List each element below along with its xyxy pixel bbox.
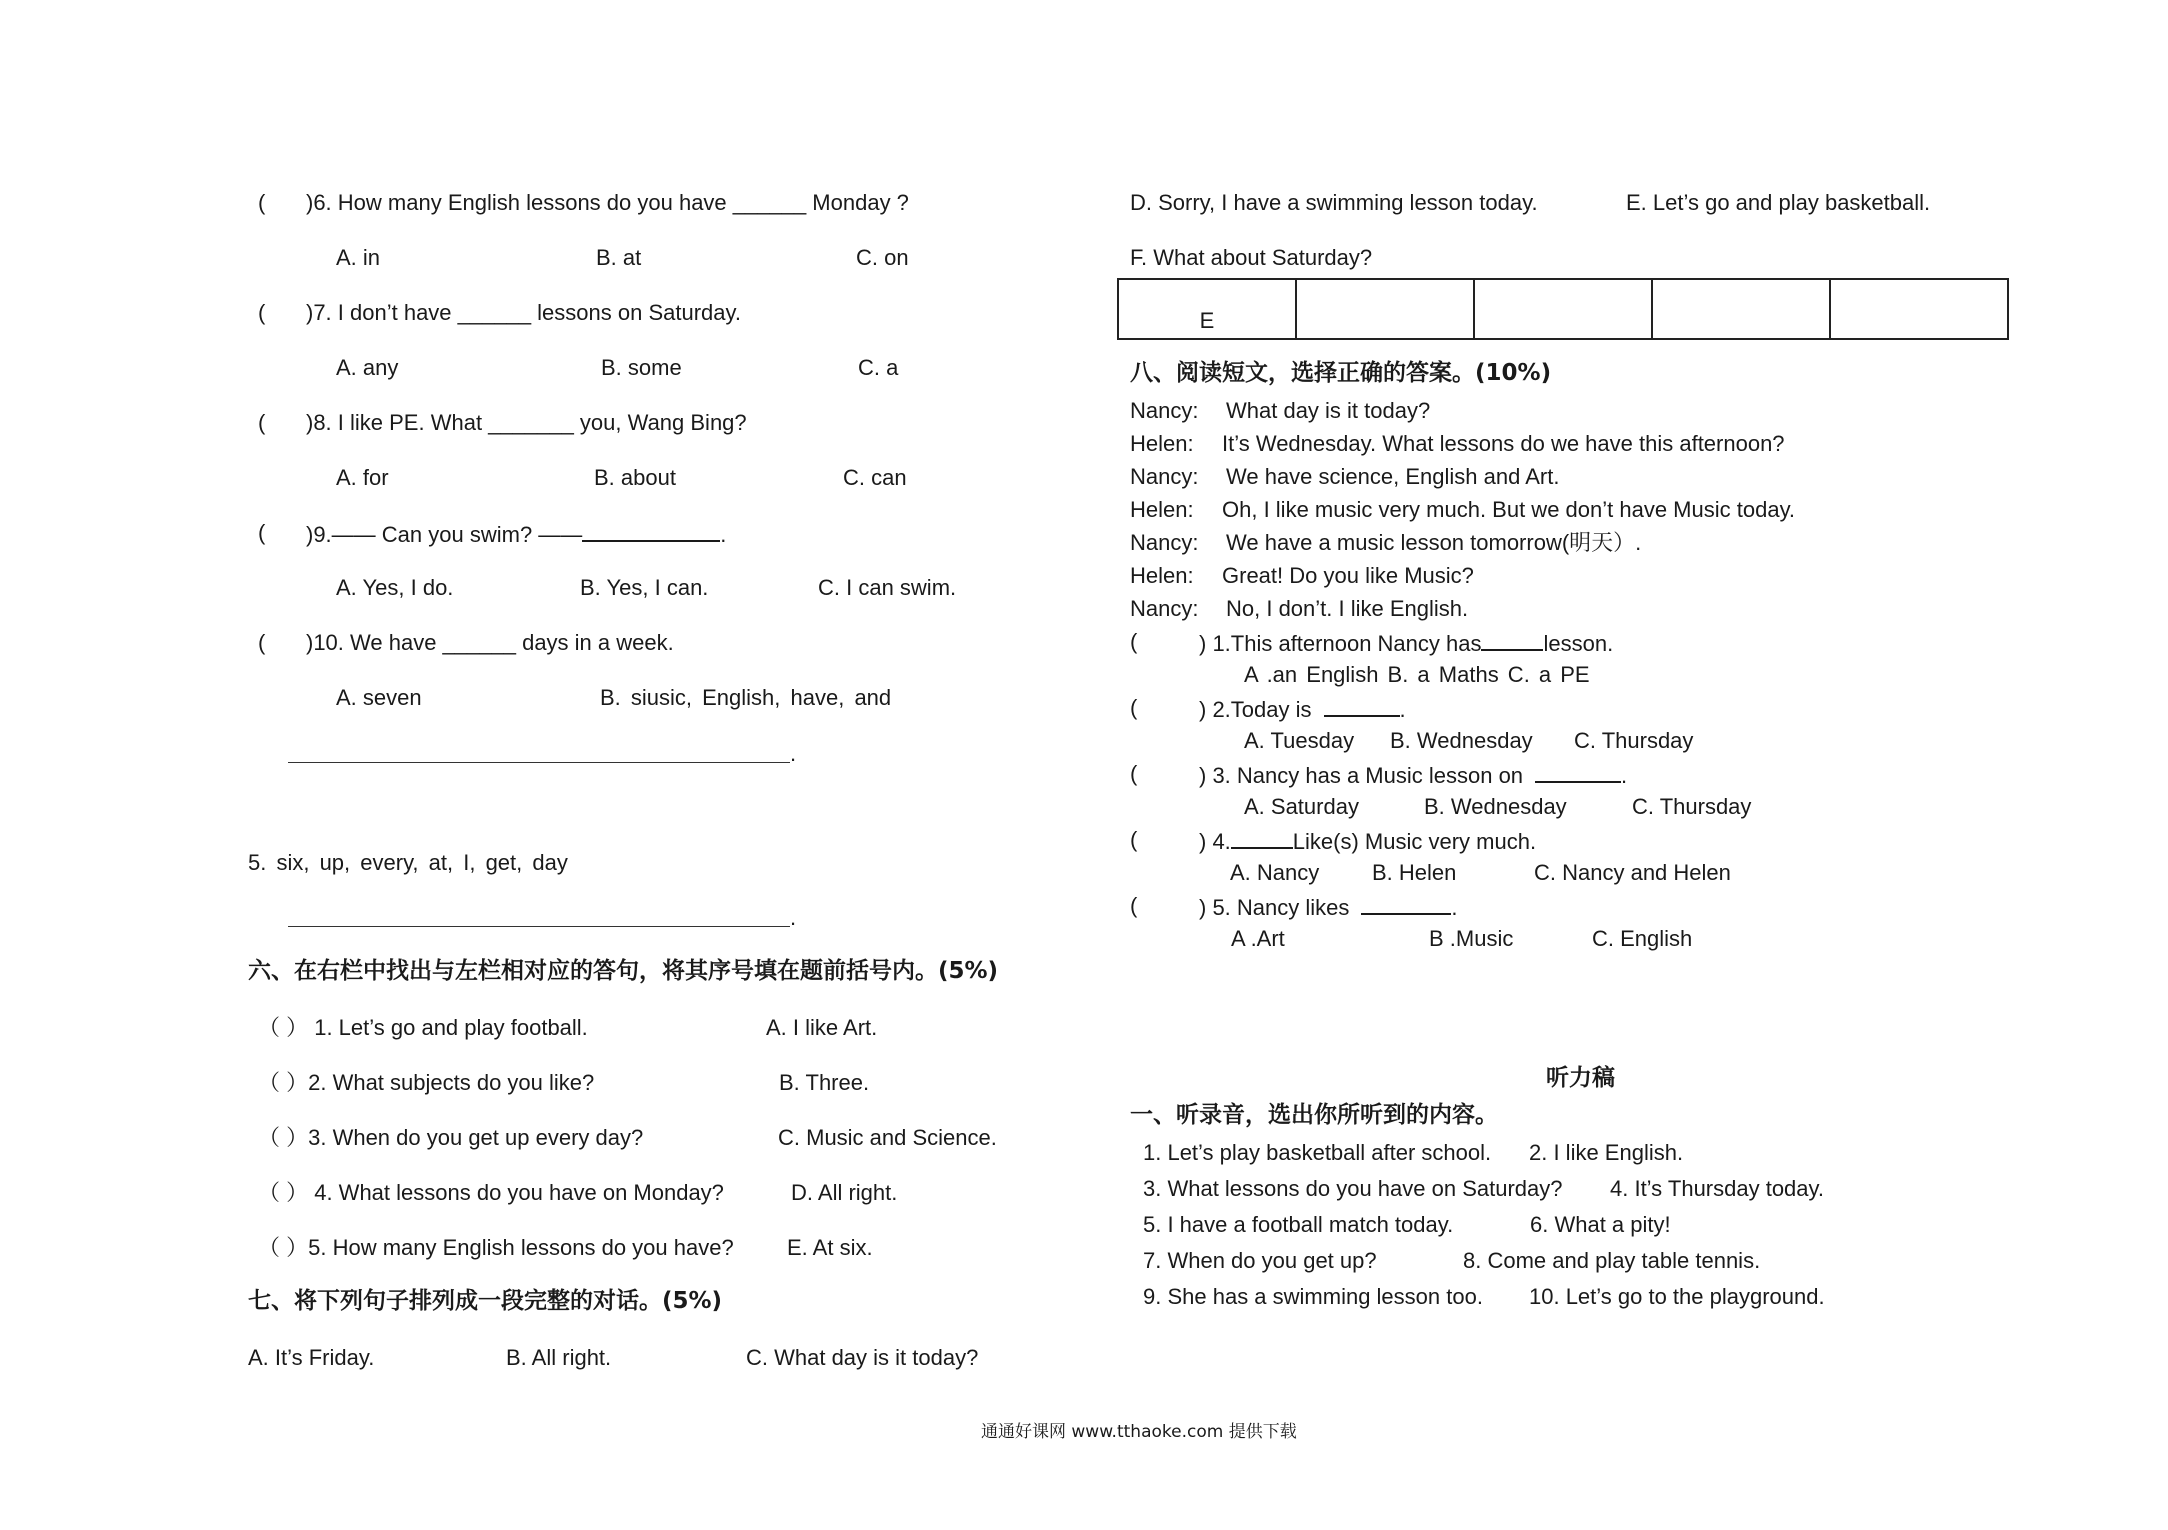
r1-options: A .an English B. a Maths C. a PE	[1244, 662, 1590, 687]
listening-line: 3. What lessons do you have on Saturday?	[1143, 1176, 1563, 1201]
r2-option-c: C. Thursday	[1574, 728, 1694, 753]
section-7-title: 七、将下列句子排列成一段完整的对话。(5%)	[248, 1288, 723, 1314]
answer-paren: (	[1130, 827, 1138, 852]
match-question: （ ） 1. Let’s go and play football.	[258, 1015, 588, 1040]
q6-option-c: C. on	[856, 245, 909, 270]
r2-option-b: B. Wednesday	[1390, 728, 1533, 753]
r4-option-a: A. Nancy	[1230, 860, 1320, 885]
listening-line: 8. Come and play table tennis.	[1463, 1248, 1761, 1273]
q9-option-a: A. Yes, I do.	[336, 575, 454, 600]
answer-blank	[1481, 631, 1543, 651]
listening-line: 10. Let’s go to the playground.	[1529, 1284, 1825, 1309]
listening-section-1-title: 一、听录音，选出你所听到的内容。	[1130, 1102, 1498, 1128]
speaker-name: Nancy:	[1130, 464, 1199, 489]
r3-option-a: A. Saturday	[1244, 794, 1359, 819]
answer-paren: (	[1130, 761, 1138, 786]
answer-paren: (	[1130, 893, 1138, 918]
question-7: )7. I don’t have ______ lessons on Saturday.	[306, 300, 741, 325]
question-10: )10. We have ______ days in a week.	[306, 630, 674, 655]
r4-text: ) 4.	[1199, 829, 1231, 854]
listening-line: 6. What a pity!	[1530, 1212, 1671, 1237]
r3-option-b: B. Wednesday	[1424, 794, 1567, 819]
reading-question-4	[1199, 829, 1536, 853]
question-6: )6. How many English lessons do you have ______ Monday ?	[306, 190, 909, 215]
answer-blank	[582, 522, 720, 542]
r5-option-b: B .Music	[1429, 926, 1514, 951]
r2-option-a: A. Tuesday	[1244, 728, 1355, 753]
word-order-5: 5. six, up, every, at, I, get, day	[248, 850, 568, 875]
q8-option-b: B. about	[594, 465, 676, 490]
r2-text: ) 2.Today is	[1199, 697, 1312, 722]
match-answer: B. Three.	[779, 1070, 870, 1095]
r5-option-c: C. English	[1592, 926, 1693, 951]
question-8: )8. I like PE. What _______ you, Wang Bing?	[306, 410, 747, 435]
match-answer: D. All right.	[791, 1180, 898, 1205]
reading-question-3	[1199, 763, 1627, 787]
answer-cell[interactable]	[1652, 279, 1830, 339]
dialog-option-b: B. All right.	[506, 1345, 612, 1370]
dialog-option-e: E. Let’s go and play basketball.	[1626, 190, 1931, 215]
answer-paren: (	[1130, 629, 1138, 654]
q7-option-c: C. a	[858, 355, 899, 380]
q6-option-a: A. in	[336, 245, 381, 270]
answer-cell[interactable]	[1296, 279, 1474, 339]
r4-option-b: B. Helen	[1372, 860, 1457, 885]
section-6-title: 六、在右栏中找出与左栏相对应的答句，将其序号填在题前括号内。(5%)	[248, 958, 999, 984]
q9-text: )9.—— Can you swim? ——	[306, 522, 583, 547]
q10-option-b: B. siusic, English, have, and	[600, 685, 892, 710]
answer-paren: (	[258, 630, 266, 655]
r5-text-end: .	[1451, 895, 1458, 920]
dialog-line: We have a music lesson tomorrow(明天）.	[1226, 530, 1642, 555]
dialog-line: What day is it today?	[1226, 398, 1431, 423]
r4-option-c: C. Nancy and Helen	[1534, 860, 1731, 885]
match-answer: E. At six.	[787, 1235, 873, 1260]
answer-paren: (	[1130, 695, 1138, 720]
answer-cell[interactable]: E	[1118, 279, 1296, 339]
dialog-line: Great! Do you like Music?	[1222, 563, 1474, 588]
question-9	[306, 522, 726, 546]
q10-option-a: A. seven	[336, 685, 422, 710]
answer-blank	[1361, 895, 1451, 915]
listening-line: 1. Let’s play basketball after school.	[1143, 1140, 1492, 1165]
speaker-name: Nancy:	[1130, 596, 1199, 621]
answer-blank	[1324, 697, 1400, 717]
reading-question-2	[1199, 697, 1406, 721]
reading-question-5	[1199, 895, 1458, 919]
r3-option-c: C. Thursday	[1632, 794, 1752, 819]
q8-option-c: C. can	[843, 465, 907, 490]
answer-cell[interactable]	[1474, 279, 1652, 339]
speaker-name: Nancy:	[1130, 530, 1199, 555]
match-question: （ ） 4. What lessons do you have on Monday?	[258, 1180, 724, 1205]
speaker-name: Helen:	[1130, 563, 1194, 588]
match-answer: C. Music and Science.	[778, 1125, 997, 1150]
answer-paren: (	[258, 410, 266, 435]
match-question: （ ）3. When do you get up every day?	[258, 1125, 644, 1150]
listening-line: 5. I have a football match today.	[1143, 1212, 1454, 1237]
dialog-line: Oh, I like music very much. But we don’t have Music today.	[1222, 497, 1796, 522]
answer-blank	[1535, 763, 1621, 783]
answer-paren: (	[258, 520, 266, 545]
q9-period: .	[720, 522, 727, 547]
dialog-line: No, I don’t. I like English.	[1226, 596, 1469, 621]
dialog-line: It’s Wednesday. What lessons do we have this afternoon?	[1222, 431, 1785, 456]
listening-script-title: 听力稿	[1546, 1065, 1615, 1091]
match-answer: A. I like Art.	[766, 1015, 878, 1040]
r3-text-end: .	[1621, 763, 1628, 788]
q7-option-a: A. any	[336, 355, 399, 380]
speaker-name: Helen:	[1130, 431, 1194, 456]
dialog-option-d: D. Sorry, I have a swimming lesson today.	[1130, 190, 1538, 215]
r4-text-end: Like(s) Music very much.	[1292, 829, 1537, 854]
listening-line: 2. I like English.	[1529, 1140, 1684, 1165]
dialog-option-a: A. It’s Friday.	[248, 1345, 375, 1370]
speaker-name: Nancy:	[1130, 398, 1199, 423]
q9-option-b: B. Yes, I can.	[580, 575, 709, 600]
listening-line: 9. She has a swimming lesson too.	[1143, 1284, 1483, 1309]
answer-paren: (	[258, 300, 266, 325]
answer-paren: (	[258, 190, 266, 215]
line-period: .	[790, 741, 797, 766]
answer-cell[interactable]	[1830, 279, 2008, 339]
q9-option-c: C. I can swim.	[818, 575, 957, 600]
speaker-name: Helen:	[1130, 497, 1194, 522]
r5-option-a: A .Art	[1231, 926, 1285, 951]
r3-text: ) 3. Nancy has a Music lesson on	[1199, 763, 1524, 788]
r2-text-end: .	[1399, 697, 1406, 722]
match-question: （ ）5. How many English lessons do you have?	[258, 1235, 734, 1260]
reading-question-1	[1199, 631, 1613, 655]
answer-blank	[1231, 829, 1293, 849]
writing-line	[288, 762, 790, 763]
listening-line: 7. When do you get up?	[1143, 1248, 1377, 1273]
dialog-option-f: F. What about Saturday?	[1130, 245, 1373, 270]
listening-line: 4. It’s Thursday today.	[1610, 1176, 1825, 1201]
writing-line	[288, 926, 790, 927]
footer-watermark: 通通好课网 www.tthaoke.com 提供下载	[981, 1422, 1297, 1442]
dialog-option-c: C. What day is it today?	[746, 1345, 979, 1370]
section-8-title: 八、阅读短文，选择正确的答案。(10%)	[1130, 360, 1552, 386]
match-question: （ ）2. What subjects do you like?	[258, 1070, 595, 1095]
r1-text: ) 1.This afternoon Nancy has	[1199, 631, 1482, 656]
order-answer-table	[1117, 278, 2009, 340]
dialog-line: We have science, English and Art.	[1226, 464, 1560, 489]
q6-option-b: B. at	[596, 245, 642, 270]
r1-text-end: lesson.	[1543, 631, 1614, 656]
q7-option-b: B. some	[601, 355, 682, 380]
line-period: .	[790, 905, 797, 930]
r5-text: ) 5. Nancy likes	[1199, 895, 1350, 920]
q8-option-a: A. for	[336, 465, 389, 490]
